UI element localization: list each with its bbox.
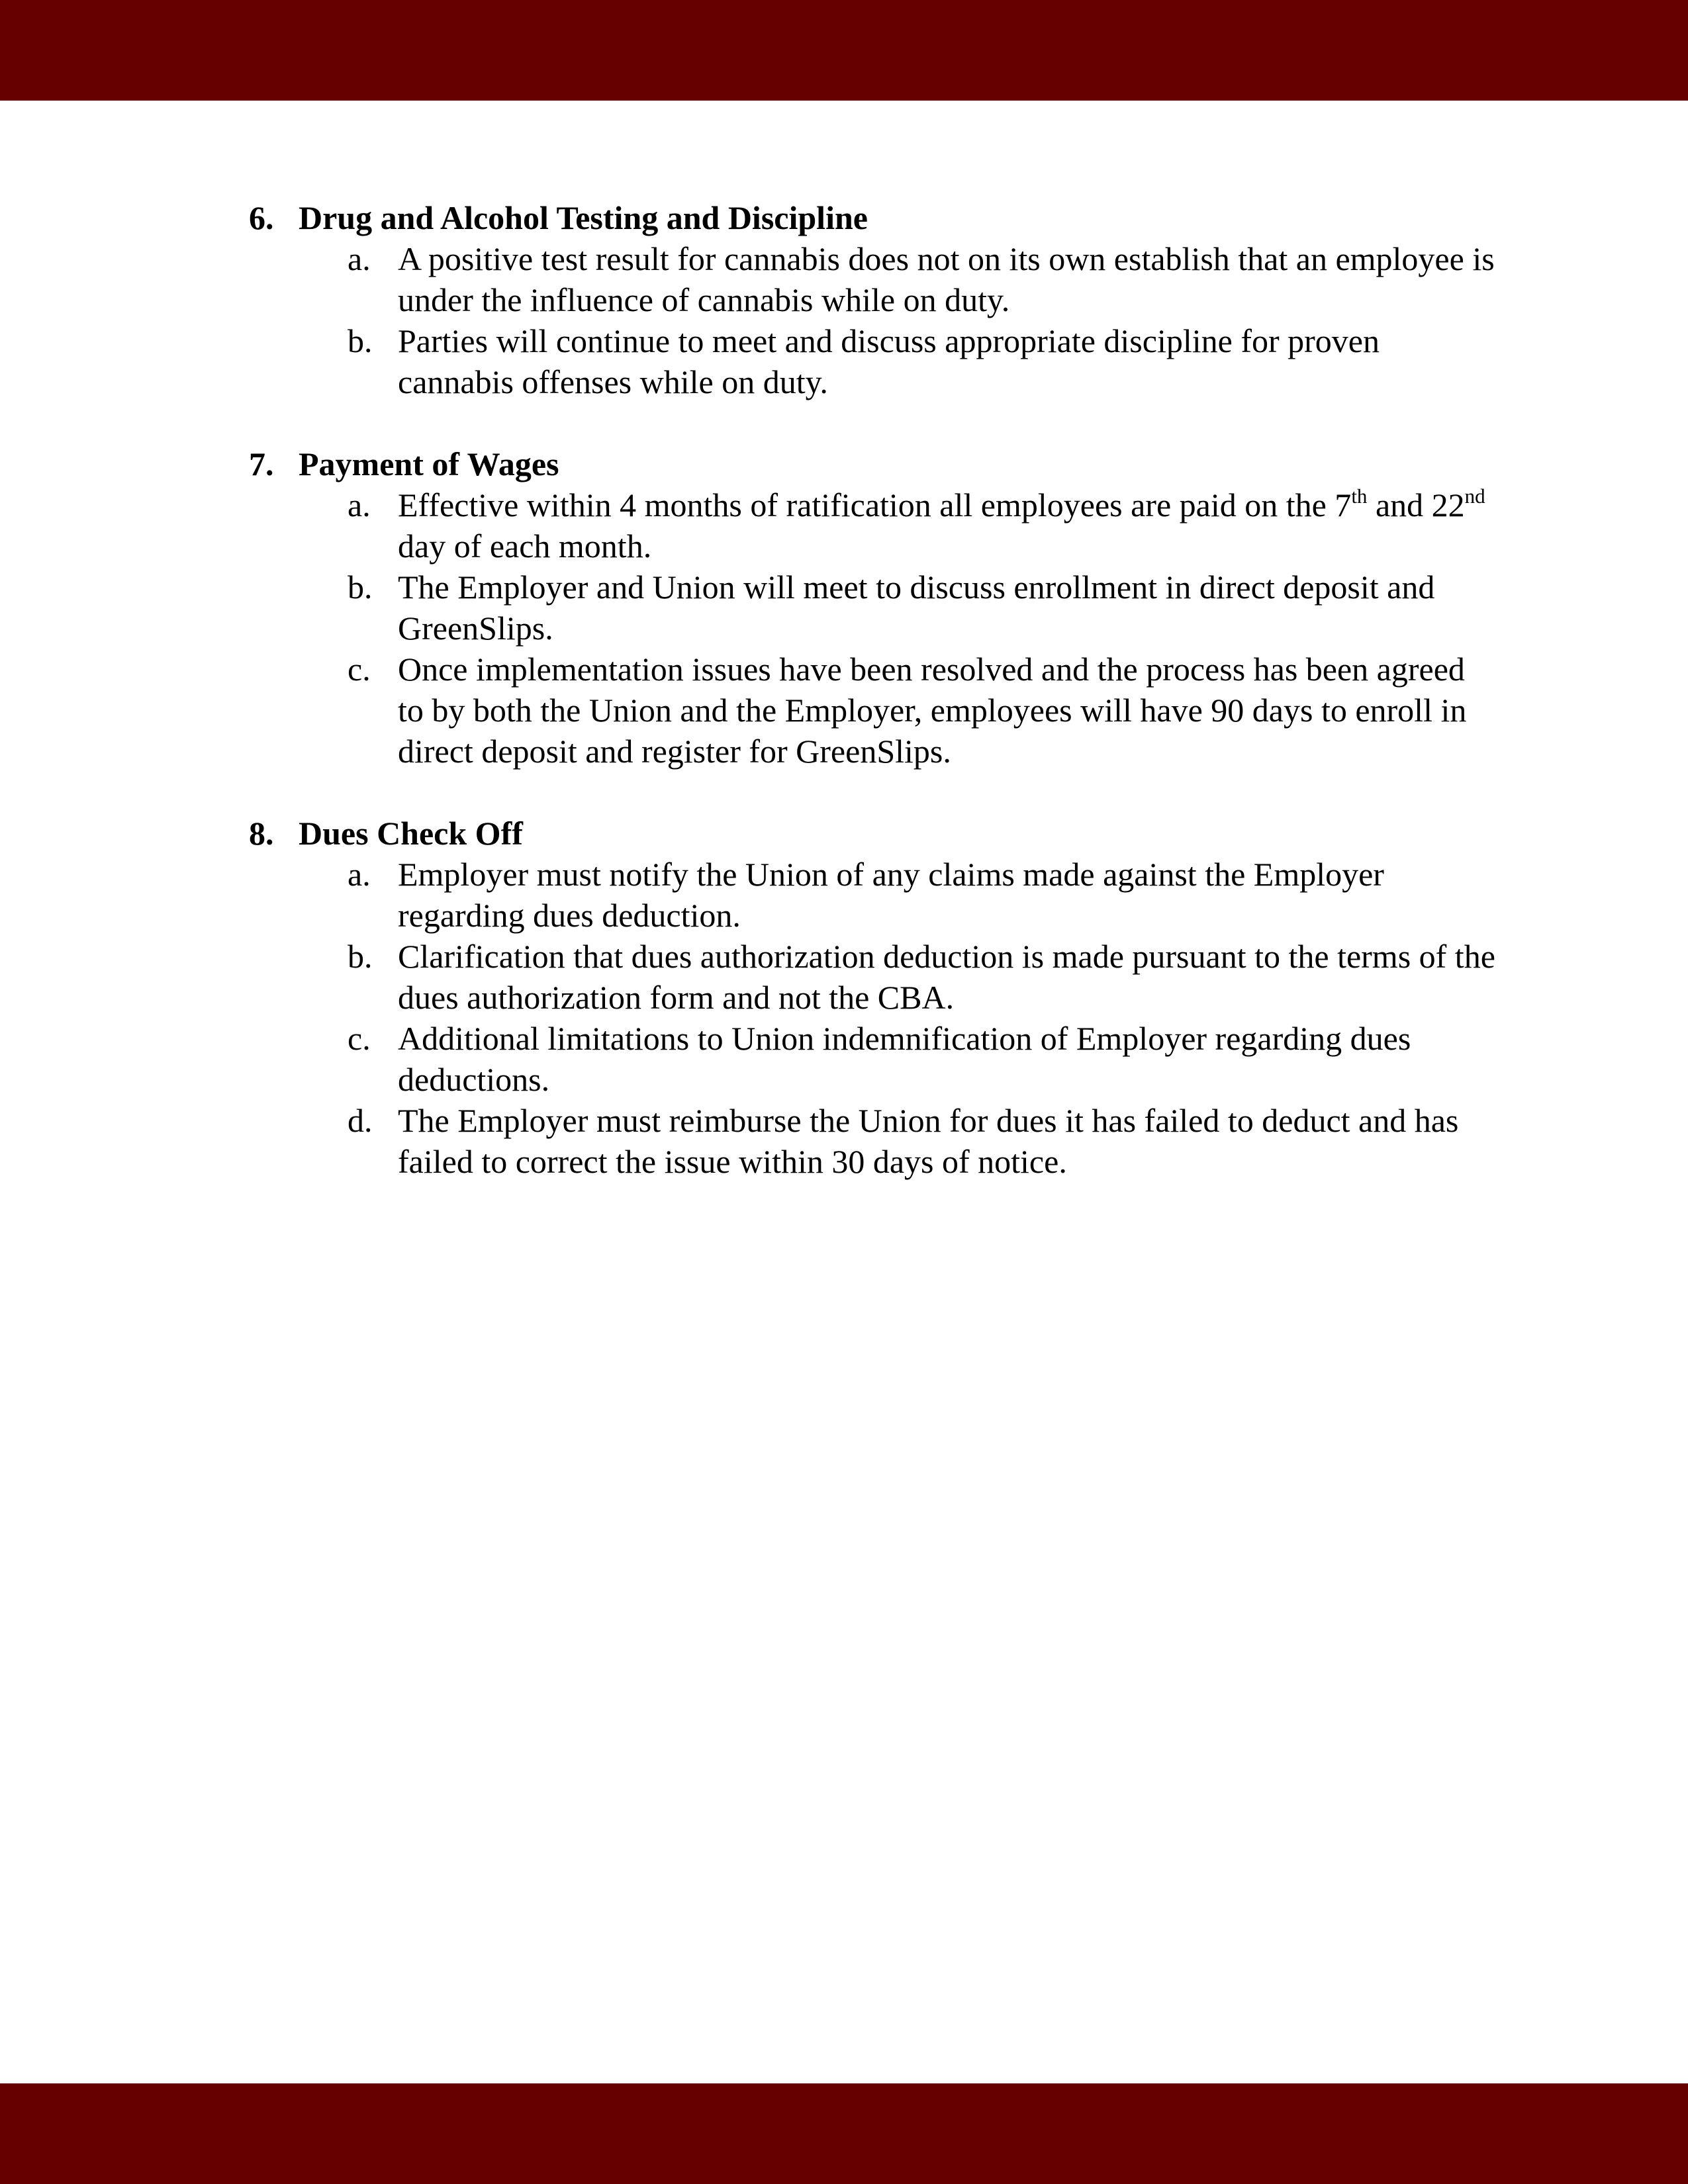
item-text: The Employer must reimburse the Union for dues it has failed to deduct and has failed to correct the issue within 30 days of notice.	[398, 1102, 1459, 1180]
item-text-part: and 22	[1367, 486, 1465, 523]
section-heading	[0, 443, 1688, 484]
item-letter: a.	[348, 856, 371, 893]
item-letter: a.	[348, 486, 371, 523]
item-text: Clarification that dues authorization deduction is made pursuant to the terms of the dues authorization form and not the CBA.	[398, 938, 1495, 1016]
item-text: Additional limitations to Union indemnification of Employer regarding dues deductions.	[398, 1020, 1411, 1098]
section-drug-alcohol-testing	[0, 197, 1688, 402]
section-dues-check-off	[0, 813, 1688, 1182]
section-number: 6.	[249, 199, 274, 236]
list-item	[0, 1100, 1688, 1182]
item-letter: b.	[348, 938, 373, 975]
list-item	[0, 936, 1688, 1018]
section-heading	[0, 197, 1688, 238]
item-text: A positive test result for cannabis does not on its own establish that an employee is under the influence of cannabis while on duty.	[398, 240, 1495, 318]
section-title: Payment of Wages	[299, 445, 559, 482]
item-text: Parties will continue to meet and discuss appropriate discipline for proven cannabis offenses while on duty.	[398, 322, 1380, 400]
item-text: Once implementation issues have been resolved and the process has been agreed to by both the Union and the Employer, employees will have 90 days to enroll in direct deposit and register for GreenSlips.	[398, 651, 1467, 770]
item-text-part: Effective within 4 months of ratification all employees are paid on the 7	[398, 486, 1352, 523]
item-text: Employer must notify the Union of any claims made against the Employer regarding dues deduction.	[398, 856, 1384, 934]
list-item	[0, 854, 1688, 936]
section-number: 8.	[249, 815, 274, 852]
header-band	[0, 0, 1688, 101]
item-letter: d.	[348, 1102, 373, 1139]
list-item	[0, 320, 1688, 402]
item-text: The Employer and Union will meet to discuss enrollment in direct deposit and GreenSlips.	[398, 569, 1435, 647]
list-item	[0, 649, 1688, 772]
section-title: Dues Check Off	[299, 815, 523, 852]
item-letter: b.	[348, 322, 373, 359]
item-letter: a.	[348, 240, 371, 277]
ordinal-suffix: th	[1351, 484, 1368, 508]
footer-band	[0, 2083, 1688, 2184]
section-heading	[0, 813, 1688, 854]
item-letter: c.	[348, 1020, 371, 1057]
list-item	[0, 238, 1688, 320]
list-item	[0, 1018, 1688, 1100]
item-letter: c.	[348, 651, 371, 688]
item-text	[398, 484, 1497, 567]
section-number: 7.	[249, 445, 274, 482]
ordinal-suffix: nd	[1464, 484, 1485, 508]
section-title: Drug and Alcohol Testing and Discipline	[299, 199, 868, 236]
list-item	[0, 484, 1688, 567]
item-text-part: day of each month.	[398, 527, 652, 565]
list-item	[0, 567, 1688, 649]
item-letter: b.	[348, 569, 373, 606]
document-body	[0, 197, 1688, 1223]
section-payment-of-wages	[0, 443, 1688, 772]
